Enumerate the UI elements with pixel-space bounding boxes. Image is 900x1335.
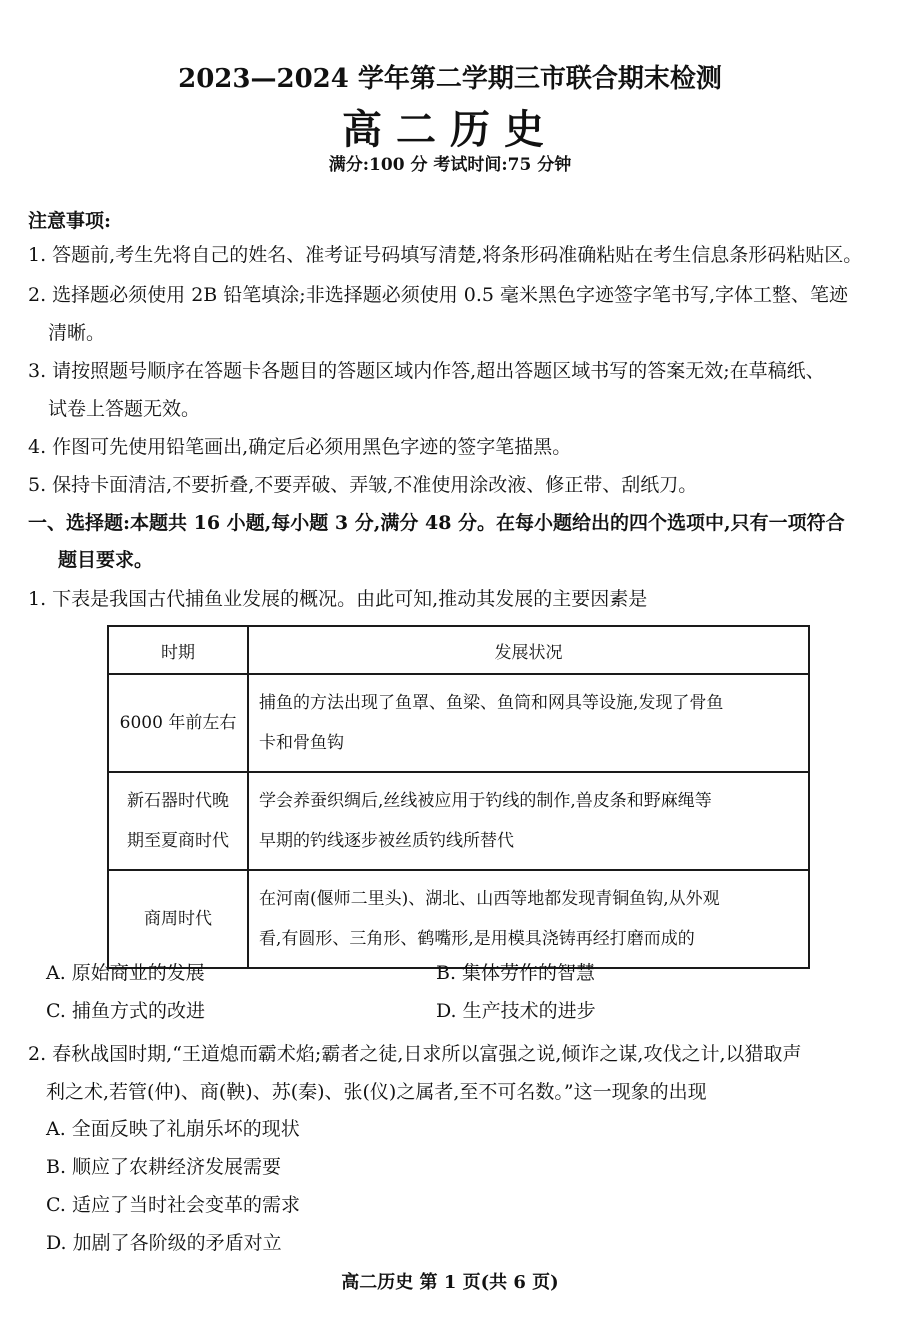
table-row (108, 870, 809, 968)
subject-title: 高二历史 (342, 106, 558, 153)
period-line: 6000 年前左右 (119, 713, 237, 733)
period-line: 商周时代 (144, 909, 212, 929)
exam-title: 2023—2024 学年第二学期三市联合期末检测 (178, 64, 722, 94)
table-cell-period (108, 674, 248, 772)
q1-option-a: A. 原始商业的发展 (46, 962, 205, 984)
table-cell-status (248, 674, 809, 772)
notice-item-2-cont: 清晰。 (48, 322, 106, 344)
table-row (108, 674, 809, 772)
table-row (108, 772, 809, 870)
status-line: 看,有圆形、三角形、鹤嘴形,是用模具浇铸再经打磨而成的 (259, 929, 695, 949)
period-line: 新石器时代晚 (127, 791, 229, 811)
status-line: 学会养蚕织绸后,丝线被应用于钓线的制作,兽皮条和野麻绳等 (259, 791, 712, 811)
question-1-stem: 1. 下表是我国古代捕鱼业发展的概况。由此可知,推动其发展的主要因素是 (28, 588, 648, 610)
table-cell-period (108, 870, 248, 968)
status-line: 卡和骨鱼钩 (259, 733, 344, 753)
q2-option-a: A. 全面反映了礼崩乐坏的现状 (46, 1118, 300, 1140)
section-heading: 一、选择题:本题共 16 小题,每小题 3 分,满分 48 分。在每小题给出的四个选项中,只有一项符合 (28, 512, 845, 534)
notice-item-3: 3. 请按照题号顺序在答题卡各题目的答题区域内作答,超出答题区域书写的答案无效;在草稿纸、 (28, 360, 825, 382)
table-cell-period (108, 772, 248, 870)
notice-item-3-cont: 试卷上答题无效。 (48, 398, 201, 420)
notice-item-5: 5. 保持卡面清洁,不要折叠,不要弄破、弄皱,不准使用涂改液、修正带、刮纸刀。 (28, 474, 698, 496)
page-footer: 高二历史 第 1 页(共 6 页) (341, 1272, 559, 1293)
q1-option-d: D. 生产技术的进步 (436, 1000, 596, 1022)
fishing-history-table (107, 625, 810, 969)
status-line: 在河南(偃师二里头)、湖北、山西等地都发现青铜鱼钩,从外观 (259, 889, 720, 909)
status-line: 捕鱼的方法出现了鱼罩、鱼梁、鱼筒和网具等设施,发现了骨鱼 (259, 693, 724, 713)
notice-heading: 注意事项: (28, 210, 112, 232)
notice-item-4: 4. 作图可先使用铅笔画出,确定后必须用黑色字迹的签字笔描黑。 (28, 436, 572, 458)
section-heading-cont: 题目要求。 (58, 549, 154, 571)
q2-option-d: D. 加剧了各阶级的矛盾对立 (46, 1232, 282, 1254)
table-cell-status (248, 772, 809, 870)
table-header-row (108, 626, 809, 674)
q1-option-c: C. 捕鱼方式的改进 (46, 1000, 205, 1022)
notice-item-2: 2. 选择题必须使用 2B 铅笔填涂;非选择题必须使用 0.5 毫米黑色字迹签字笔书写,字体工整、笔迹 (28, 284, 849, 306)
table-cell-status (248, 870, 809, 968)
table-header-status: 发展状况 (248, 626, 809, 674)
q2-option-c: C. 适应了当时社会变革的需求 (46, 1194, 300, 1216)
exam-meta: 满分:100 分 考试时间:75 分钟 (328, 155, 572, 175)
status-line: 早期的钓线逐步被丝质钓线所替代 (259, 831, 514, 851)
q1-option-b: B. 集体劳作的智慧 (436, 962, 596, 984)
period-line: 期至夏商时代 (127, 831, 229, 851)
q2-option-b: B. 顺应了农耕经济发展需要 (46, 1156, 282, 1178)
notice-item-1: 1. 答题前,考生先将自己的姓名、准考证号码填写清楚,将条形码准确粘贴在考生信息条形码粘贴区。 (28, 244, 863, 266)
question-2-stem: 2. 春秋战国时期,“王道熄而霸术焰;霸者之徒,日求所以富强之说,倾诈之谋,攻伐之计,以猎取声 (28, 1043, 802, 1065)
question-2-stem-cont: 利之术,若管(仲)、商(鞅)、苏(秦)、张(仪)之属者,至不可名数。”这一现象的出现 (46, 1081, 707, 1103)
table-header-period: 时期 (108, 626, 248, 674)
